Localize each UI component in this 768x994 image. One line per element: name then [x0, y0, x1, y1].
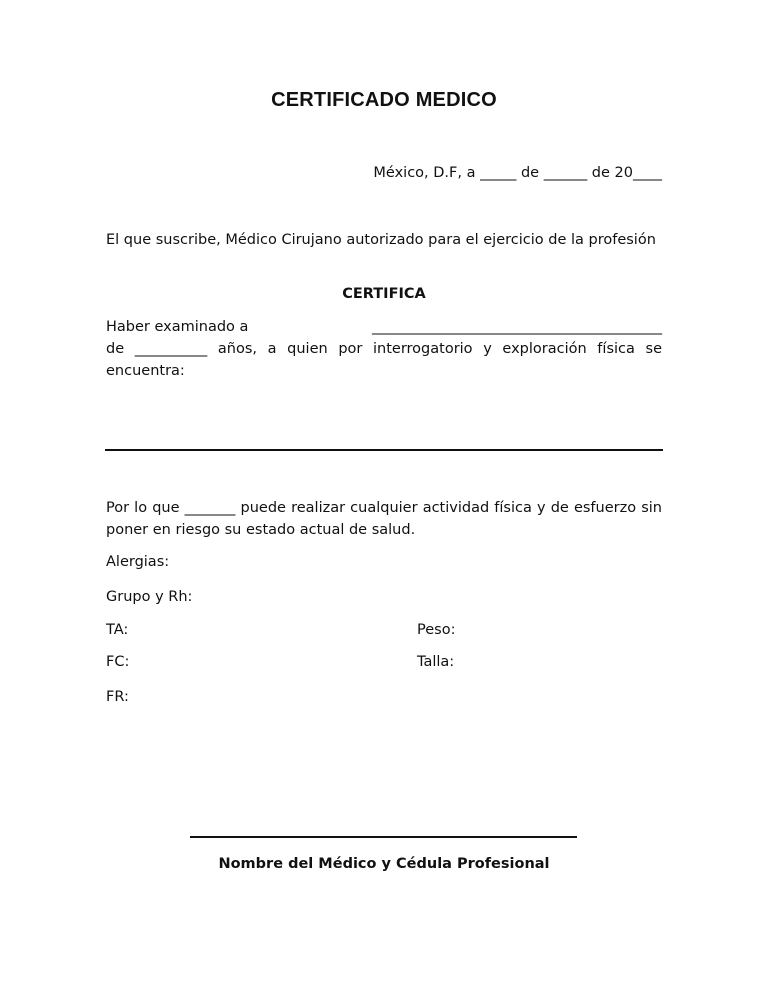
findings-rule	[105, 449, 663, 451]
field-ta: TA:	[106, 622, 129, 638]
field-grupo-rh: Grupo y Rh:	[106, 589, 193, 605]
field-fr: FR:	[106, 689, 129, 705]
intro-paragraph: El que suscribe, Médico Cirujano autorizado para el ejercicio de la profesión	[106, 232, 656, 248]
exam-line-3: encuentra:	[106, 363, 185, 379]
exam-line-2: de __________ años, a quien por interrogatorio y exploración física se	[106, 341, 662, 357]
field-fc: FC:	[106, 654, 130, 670]
date-line: México, D.F, a _____ de ______ de 20____	[373, 165, 662, 181]
patient-name-blank: ________________________________________	[372, 319, 662, 335]
document-title: CERTIFICADO MEDICO	[271, 89, 497, 111]
exam-line-1-text: Haber examinado a	[106, 319, 249, 335]
exam-paragraph	[106, 316, 662, 382]
field-peso: Peso:	[417, 622, 456, 638]
exam-line-1	[106, 316, 662, 338]
signature-line	[190, 836, 577, 838]
certifica-heading: CERTIFICA	[342, 286, 426, 302]
field-alergias: Alergias:	[106, 554, 170, 570]
field-talla: Talla:	[417, 654, 455, 670]
signature-label: Nombre del Médico y Cédula Profesional	[218, 856, 550, 872]
conclusion-paragraph: Por lo que _______ puede realizar cualquier actividad física y de esfuerzo sin poner en riesgo su estado actual de salud.	[106, 500, 662, 538]
